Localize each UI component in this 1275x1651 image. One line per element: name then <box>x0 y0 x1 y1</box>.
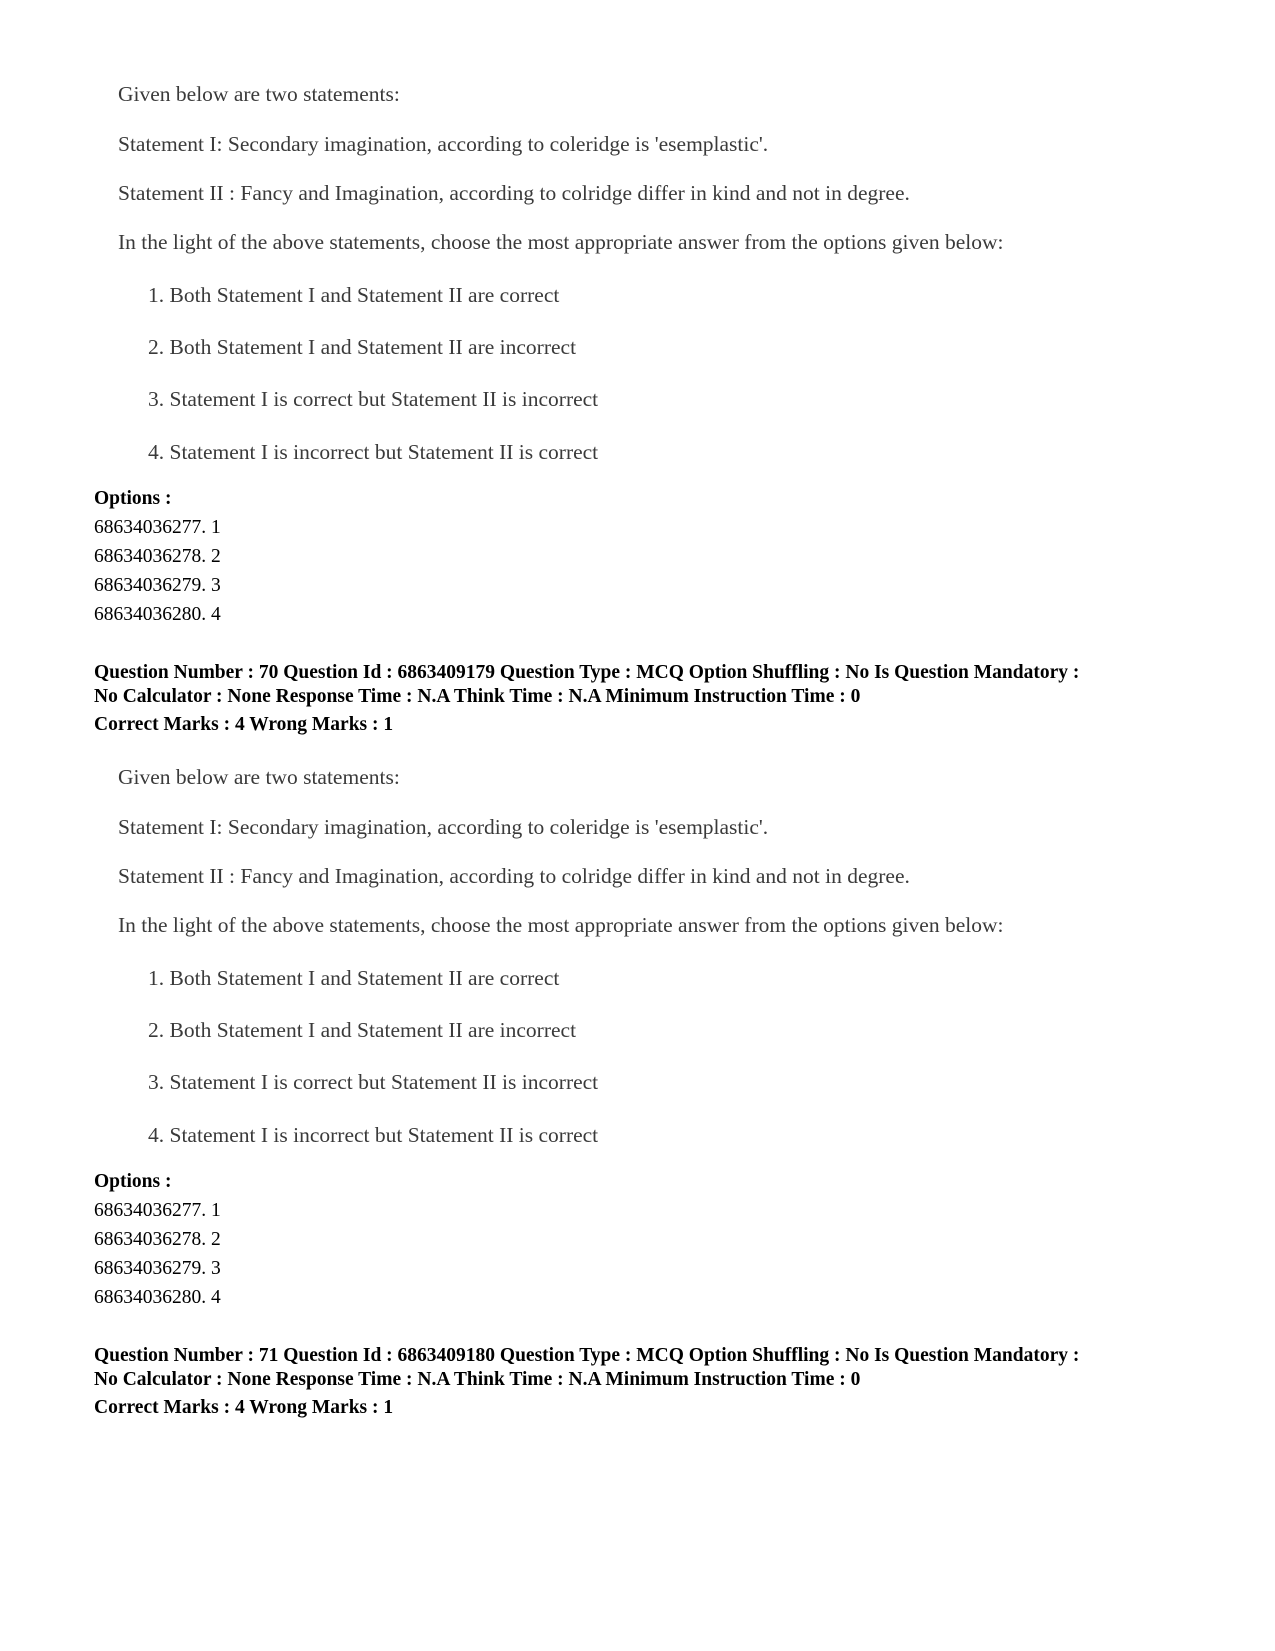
option-item: 68634036279. 3 <box>94 1258 221 1279</box>
question-image-1 <box>112 80 1112 480</box>
choice-item: 1. Both Statement I and Statement II are correct <box>148 283 560 307</box>
choice-item: 4. Statement I is incorrect but Statement II is correct <box>148 440 599 464</box>
option-item: 68634036277. 1 <box>94 517 221 538</box>
options-label: Options : <box>94 1171 172 1192</box>
question-70-meta <box>94 661 1204 737</box>
question-70-meta-line1: Question Number : 70 Question Id : 6863409179 Question Type : MCQ Option Shuffling : No Is Question Mandatory : <box>94 662 1080 683</box>
option-item: 68634036277. 1 <box>94 1200 221 1221</box>
question-71-meta-line2: No Calculator : None Response Time : N.A Think Time : N.A Minimum Instruction Time : 0 <box>94 1369 861 1390</box>
choice-item: 2. Both Statement I and Statement II are incorrect <box>148 1018 577 1042</box>
options-block-1 <box>94 485 221 629</box>
statement-two: Statement II : Fancy and Imagination, according to colridge differ in kind and not in degree. <box>118 864 910 888</box>
choice-item: 1. Both Statement I and Statement II are correct <box>148 966 560 990</box>
question-instruction: In the light of the above statements, choose the most appropriate answer from the options given below: <box>118 913 1004 937</box>
choice-item: 3. Statement I is correct but Statement II is incorrect <box>148 387 599 411</box>
question-71-meta-line1: Question Number : 71 Question Id : 6863409180 Question Type : MCQ Option Shuffling : No Is Question Mandatory : <box>94 1345 1080 1366</box>
option-item: 68634036280. 4 <box>94 1287 221 1308</box>
statement-one: Statement I: Secondary imagination, according to coleridge is 'esemplastic'. <box>118 132 769 156</box>
choice-item: 4. Statement I is incorrect but Statement II is correct <box>148 1123 599 1147</box>
question-intro: Given below are two statements: <box>118 82 400 106</box>
question-71-marks: Correct Marks : 4 Wrong Marks : 1 <box>94 1397 394 1418</box>
option-item: 68634036278. 2 <box>94 1229 221 1250</box>
option-item: 68634036279. 3 <box>94 575 221 596</box>
statement-two: Statement II : Fancy and Imagination, according to colridge differ in kind and not in degree. <box>118 181 910 205</box>
choice-item: 3. Statement I is correct but Statement II is incorrect <box>148 1070 599 1094</box>
options-label: Options : <box>94 488 172 509</box>
option-item: 68634036280. 4 <box>94 604 221 625</box>
question-instruction: In the light of the above statements, choose the most appropriate answer from the options given below: <box>118 230 1004 254</box>
options-block-2 <box>94 1168 221 1312</box>
option-item: 68634036278. 2 <box>94 546 221 567</box>
choice-item: 2. Both Statement I and Statement II are incorrect <box>148 335 577 359</box>
question-71-meta <box>94 1344 1204 1420</box>
question-image-2 <box>112 763 1112 1163</box>
statement-one: Statement I: Secondary imagination, according to coleridge is 'esemplastic'. <box>118 815 769 839</box>
question-intro: Given below are two statements: <box>118 765 400 789</box>
question-70-meta-line2: No Calculator : None Response Time : N.A Think Time : N.A Minimum Instruction Time : 0 <box>94 686 861 707</box>
question-70-marks: Correct Marks : 4 Wrong Marks : 1 <box>94 714 394 735</box>
